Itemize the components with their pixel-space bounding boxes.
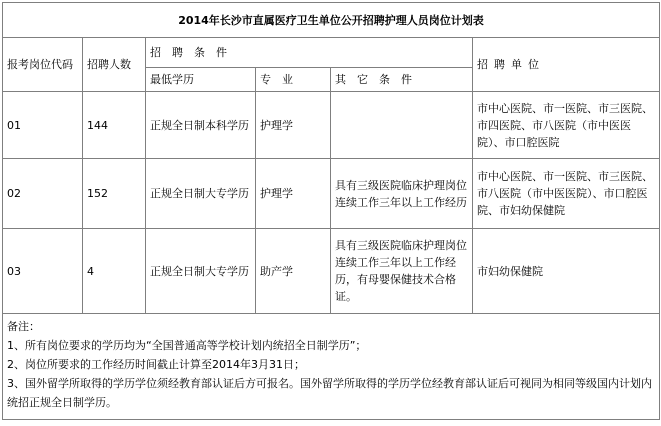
row-major: 护理学 [256,159,331,229]
row-units: 市中心医院、市一医院、市三医院、市四医院、市八医院（市中医医院）、市口腔医院 [473,92,660,159]
table-row [3,159,660,229]
row-other: 具有三级医院临床护理岗位连续工作三年以上工作经历，有母婴保健技术合格证。 [331,229,473,314]
header-position-code: 报考岗位代码 [3,38,83,92]
recruitment-plan-table [2,2,660,420]
notes-item: 2、岗位所要求的工作经历时间截止计算至2014年3月31日； [7,358,305,371]
row-count: 144 [83,92,146,159]
header-conditions: 招 聘 条 件 [146,38,473,68]
header-other: 其 它 条 件 [331,68,473,92]
row-other [331,92,473,159]
header-major: 专 业 [256,68,331,92]
row-units: 市中心医院、市一医院、市三医院、市八医院（市中医医院）、市口腔医院、市妇幼保健院 [473,159,660,229]
row-code: 02 [3,159,83,229]
table-title: 2014年长沙市直属医疗卫生单位公开招聘护理人员岗位计划表 [3,3,660,38]
row-count: 4 [83,229,146,314]
header-education: 最低学历 [146,68,256,92]
header-row-1 [3,38,660,68]
notes-item: 1、所有岗位要求的学历均为“全国普通高等学校计划内统招全日制学历”； [7,339,367,352]
title-row [3,3,660,38]
row-code: 03 [3,229,83,314]
notes-item: 3、国外留学所取得的学历学位须经教育部认证后方可报名。国外留学所取得的学历学位经教育部认证后可视同为相同等级国内计划内统招正规全日制学历。 [7,377,652,409]
row-education: 正规全日制本科学历 [146,92,256,159]
row-units: 市妇幼保健院 [473,229,660,314]
row-major: 护理学 [256,92,331,159]
notes-label: 备注： [7,320,40,333]
table-row [3,229,660,314]
row-other: 具有三级医院临床护理岗位连续工作三年以上工作经历 [331,159,473,229]
row-education: 正规全日制大专学历 [146,229,256,314]
header-units: 招聘单位 [473,38,660,92]
row-count: 152 [83,159,146,229]
row-major: 助产学 [256,229,331,314]
row-code: 01 [3,92,83,159]
notes-row [3,314,660,420]
notes [3,314,660,420]
table-row [3,92,660,159]
header-count: 招聘人数 [83,38,146,92]
row-education: 正规全日制大专学历 [146,159,256,229]
